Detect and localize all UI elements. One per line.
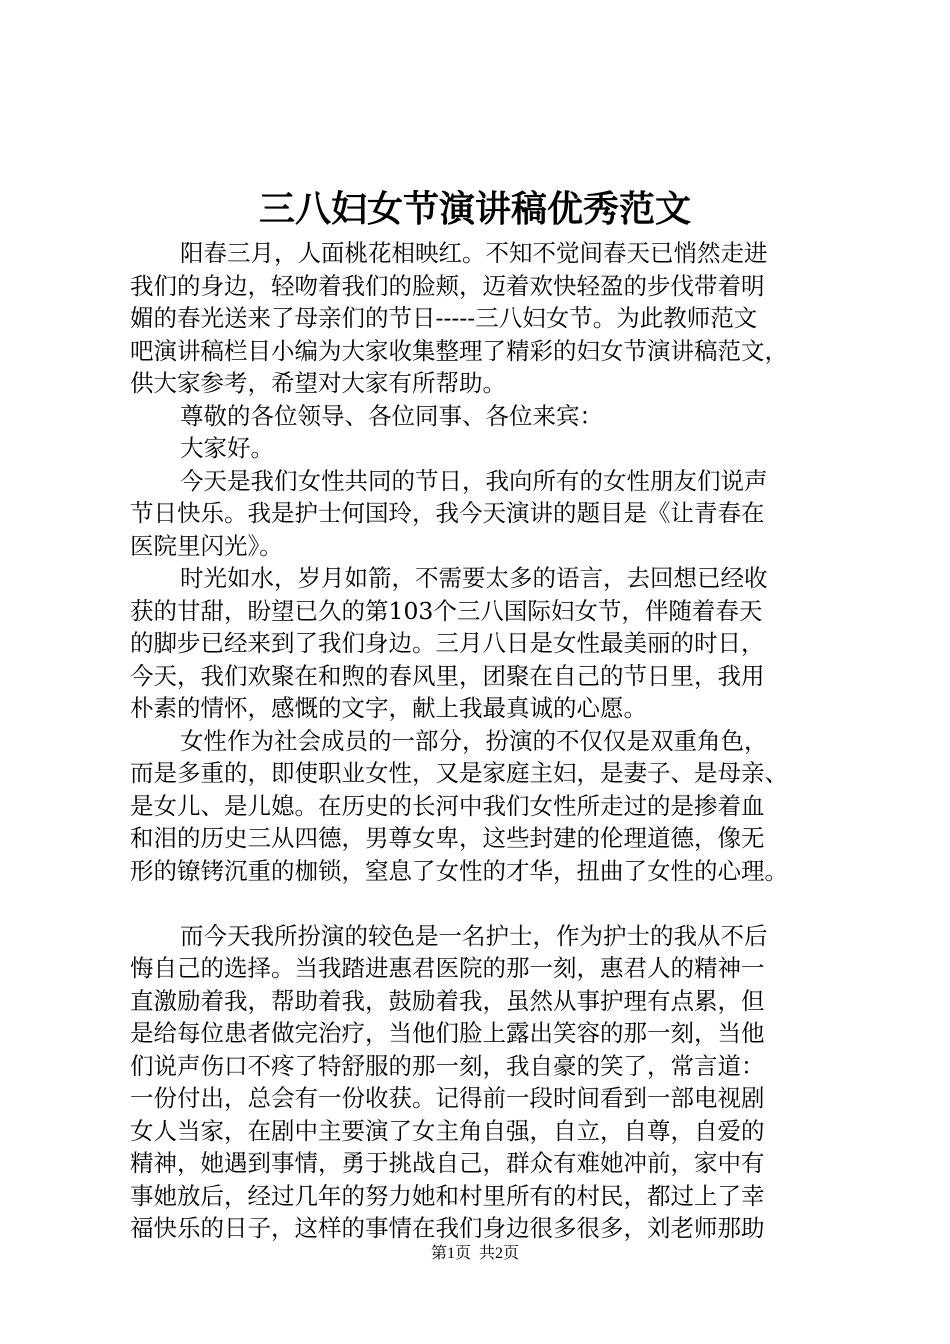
text-line: 供大家参考，希望对大家有所帮助。 [130,369,506,397]
document-body [130,237,840,1245]
text-line: 女性作为社会成员的一部分，扮演的不仅仅是双重角色， [180,726,768,755]
text-line: 而今天我所扮演的较色是一名护士，作为护士的我从不后 [180,921,768,950]
text-line: 阳春三月，人面桃花相映红。不知不觉间春天已悄然走进 [180,239,768,267]
text-line: 女人当家，在剧中主要演了女主角自强，自立，自尊，自爱的 [130,1116,765,1145]
text-line: 一份付出，总会有一份收获。记得前一段时间看到一部电视剧 [130,1084,765,1112]
text-line: 福快乐的日子，这样的事情在我们身边很多很多，刘老师那助 [130,1214,765,1242]
text-line: 悔自己的选择。当我踏进惠君医院的那一刻，惠君人的精神一 [130,954,765,982]
text-line: 形的镣铐沉重的枷锁，窒息了女性的才华，扭曲了女性的心理。 [130,856,788,885]
text-line: 我们的身边，轻吻着我们的脸颊，迈着欢快轻盈的步伐带着明 [130,271,765,300]
text-line: 们说声伤口不疼了特舒服的那一刻，我自豪的笑了，常言道： [130,1051,765,1080]
greeting: 大家好。 [180,434,274,462]
blank-line [130,887,840,920]
text-line: 节日快乐。我是护士何国玲，我今天演讲的题目是《让青春在 [130,499,765,527]
salutation: 尊敬的各位领导、各位同事、各位来宾： [180,401,603,430]
document-title: 三八妇女节演讲稿优秀范文 [258,188,691,230]
page-total: 共2页 [479,1245,520,1262]
text-line: 今天是我们女性共同的节日，我向所有的女性朋友们说声 [180,466,768,495]
text-line: 医院里闪光》。 [130,531,283,560]
text-line: 是给每位患者做完治疗，当他们脸上露出笑容的那一刻，当他 [130,1019,765,1047]
text-line: 事她放后，经过几年的努力她和村里所有的村民，都过上了幸 [130,1181,765,1210]
text-line: 是女儿、是儿媳。在历史的长河中我们女性所走过的是掺着血 [130,791,765,820]
text-line: 媚的春光送来了母亲们的节日-----三八妇女节。为此教师范文 [130,304,758,332]
text-line: 而是多重的，即使职业女性，又是家庭主妇，是妻子、是母亲、 [130,759,788,787]
text-line: 精神，她遇到事情，勇于挑战自己，群众有难她冲前，家中有 [130,1149,765,1177]
text-line: 和泪的历史三从四德，男尊女卑，这些封建的伦理道德，像无 [130,824,765,852]
text-line: 获的甘甜，盼望已久的第103个三八国际妇女节，伴随着春天 [130,596,763,625]
text-line: 直激励着我，帮助着我，鼓励着我，虽然从事护理有点累，但 [130,986,765,1015]
text-line: 时光如水，岁月如箭，不需要太多的语言，去回想已经收 [180,564,768,592]
text-line: 朴素的情怀，感慨的文字，献上我最真诚的心愿。 [130,694,647,722]
page-footer [0,1244,950,1264]
page-number: 第1页 [430,1245,471,1262]
text-line: 今天，我们欢聚在和煦的春风里，团聚在自己的节日里，我用 [130,661,765,690]
text-line: 吧演讲稿栏目小编为大家收集整理了精彩的妇女节演讲稿范文， [130,336,788,365]
text-line: 的脚步已经来到了我们身边。三月八日是女性最美丽的时日， [130,629,765,657]
